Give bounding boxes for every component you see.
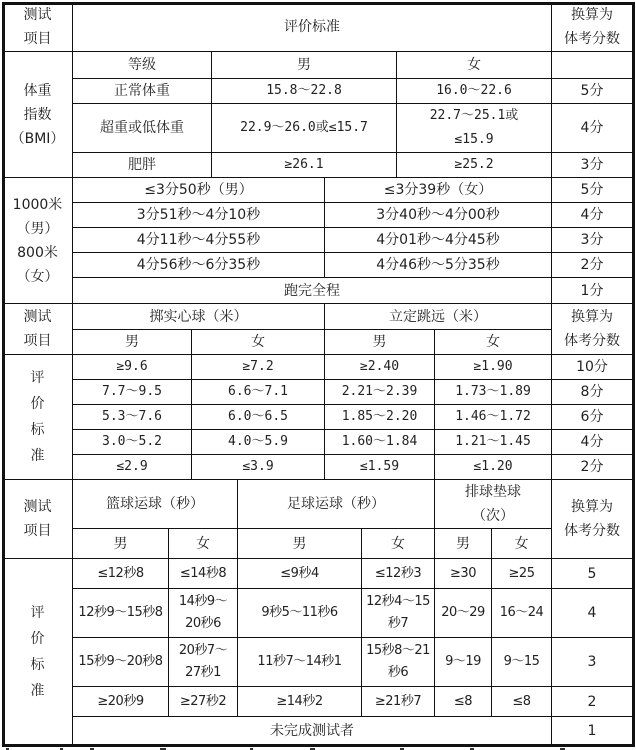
run-finish-score: 1分	[551, 277, 633, 304]
field-value: 1.21～1.45	[434, 429, 552, 455]
field-value: 1.85～2.20	[324, 404, 435, 430]
ball-value: ≥14秒2	[237, 686, 362, 717]
ball-criteria-label: 评 价 标 准	[2, 558, 73, 746]
field-value: ≥9.6	[72, 354, 192, 380]
field-score: 2分	[551, 454, 633, 480]
field-value: ≥7.2	[191, 354, 325, 380]
field-score: 4分	[551, 429, 633, 455]
field-item-header: 测试 项目	[2, 303, 73, 355]
run-finish-label: 跑完全程	[72, 277, 552, 304]
field-gender-header: 女	[191, 329, 325, 355]
ball-value: ≥20秒9	[72, 686, 169, 717]
bmi-grade: 肥胖	[72, 152, 212, 178]
ball-value: 12秒9～15秒8	[72, 588, 169, 638]
field-value: 7.7～9.5	[72, 379, 192, 405]
run-male-value: 4分56秒～6分35秒	[72, 252, 325, 278]
ball-gender-header: 女	[361, 528, 435, 559]
ball-value: 15秒9～20秒8	[72, 637, 169, 687]
ball-score: 4	[551, 588, 633, 638]
ball-incomplete-score: 1	[551, 716, 633, 746]
bmi-score-blank	[551, 51, 633, 79]
run-female-value: 4分01秒～4分45秒	[324, 227, 552, 253]
field-value: 6.0～6.5	[191, 404, 325, 430]
run-score: 4分	[551, 202, 633, 228]
field-value: ≤3.9	[191, 454, 325, 480]
ball-item-header: 测试 项目	[2, 479, 73, 559]
item-header: 测试 项目	[2, 2, 73, 52]
bmi-male-value: 22.9～26.0或≤15.7	[211, 103, 397, 153]
run-male-value: 4分11秒～4分55秒	[72, 227, 325, 253]
ball-value: 9～19	[434, 637, 492, 687]
ball-value: ≤14秒8	[168, 558, 238, 589]
ball-score-header: 换算为 体考分数	[551, 479, 633, 559]
bmi-female-value: ≥25.2	[396, 152, 552, 178]
bmi-item-label: 体重 指数 （BMI）	[2, 51, 73, 178]
run-female-value: ≤3分39秒（女）	[324, 177, 552, 203]
run-item-label: 1000米 （男） 800米 （女）	[2, 177, 73, 304]
bmi-col-female: 女	[396, 51, 552, 79]
ball-event-basketball: 篮球运球（秒）	[72, 479, 238, 529]
ball-gender-header: 男	[434, 528, 492, 559]
ball-value: 11秒7～14秒1	[237, 637, 362, 687]
bmi-col-grade: 等级	[72, 51, 212, 79]
field-value: ≥2.40	[324, 354, 435, 380]
field-criteria-label: 评 价 标 准	[2, 354, 73, 480]
ball-incomplete-label: 未完成测试者	[72, 716, 552, 746]
field-value: 6.6～7.1	[191, 379, 325, 405]
run-female-value: 3分40秒～4分00秒	[324, 202, 552, 228]
run-female-value: 4分46秒～5分35秒	[324, 252, 552, 278]
field-value: 1.60～1.84	[324, 429, 435, 455]
bmi-col-male: 男	[211, 51, 397, 79]
ball-value: ≤8	[491, 686, 552, 717]
ball-event-volleyball: 排球垫球 （次）	[434, 479, 552, 529]
ball-value: 16～24	[491, 588, 552, 638]
bmi-female-value: 22.7～25.1或 ≤15.9	[396, 103, 552, 153]
ball-value: 20秒7～ 27秒1	[168, 637, 238, 687]
field-score-header: 换算为 体考分数	[551, 303, 633, 355]
ball-value: 20～29	[434, 588, 492, 638]
field-value: 4.0～5.9	[191, 429, 325, 455]
field-value: 1.73～1.89	[434, 379, 552, 405]
score-header: 换算为 体考分数	[551, 2, 633, 52]
ball-event-football: 足球运球（秒）	[237, 479, 435, 529]
ball-value: ≤8	[434, 686, 492, 717]
field-gender-header: 男	[324, 329, 435, 355]
ball-value: 9秒5～11秒6	[237, 588, 362, 638]
ball-value: ≤9秒4	[237, 558, 362, 589]
ball-gender-header: 男	[72, 528, 169, 559]
bmi-female-value: 16.0～22.6	[396, 78, 552, 104]
ball-value: ≥25	[491, 558, 552, 589]
field-value: ≤1.59	[324, 454, 435, 480]
ball-score: 3	[551, 637, 633, 687]
ball-value: ≥21秒7	[361, 686, 435, 717]
ball-value: ≤12秒8	[72, 558, 169, 589]
field-value: ≤2.9	[72, 454, 192, 480]
ball-score: 2	[551, 686, 633, 717]
run-male-value: ≤3分50秒（男）	[72, 177, 325, 203]
run-score: 5分	[551, 177, 633, 203]
field-value: 1.46～1.72	[434, 404, 552, 430]
run-male-value: 3分51秒～4分10秒	[72, 202, 325, 228]
field-value: 5.3～7.6	[72, 404, 192, 430]
bmi-score: 3分	[551, 152, 633, 178]
field-value: ≥1.90	[434, 354, 552, 380]
bmi-male-value: ≥26.1	[211, 152, 397, 178]
field-score: 6分	[551, 404, 633, 430]
field-value: ≤1.20	[434, 454, 552, 480]
ball-value: 15秒8～21 秒6	[361, 637, 435, 687]
ball-value: 14秒9～ 20秒6	[168, 588, 238, 638]
field-event-shotput: 掷实心球（米）	[72, 303, 325, 330]
field-value: 3.0～5.2	[72, 429, 192, 455]
ball-value: 9～15	[491, 637, 552, 687]
ball-gender-header: 男	[237, 528, 362, 559]
field-value: 2.21～2.39	[324, 379, 435, 405]
field-event-longjump: 立定跳远（米）	[324, 303, 552, 330]
ball-gender-header: 女	[168, 528, 238, 559]
bmi-grade: 超重或低体重	[72, 103, 212, 153]
ball-value: 12秒4～15 秒7	[361, 588, 435, 638]
bmi-score: 4分	[551, 103, 633, 153]
field-gender-header: 男	[72, 329, 192, 355]
ball-value: ≤12秒3	[361, 558, 435, 589]
ball-gender-header: 女	[491, 528, 552, 559]
ball-value: ≥27秒2	[168, 686, 238, 717]
run-score: 2分	[551, 252, 633, 278]
bmi-score: 5分	[551, 78, 633, 104]
ball-score: 5	[551, 558, 633, 589]
criteria-header: 评价标准	[72, 2, 552, 52]
bmi-grade: 正常体重	[72, 78, 212, 104]
bmi-male-value: 15.8～22.8	[211, 78, 397, 104]
field-score: 8分	[551, 379, 633, 405]
field-gender-header: 女	[434, 329, 552, 355]
field-score: 10分	[551, 354, 633, 380]
ball-value: ≥30	[434, 558, 492, 589]
run-score: 3分	[551, 227, 633, 253]
